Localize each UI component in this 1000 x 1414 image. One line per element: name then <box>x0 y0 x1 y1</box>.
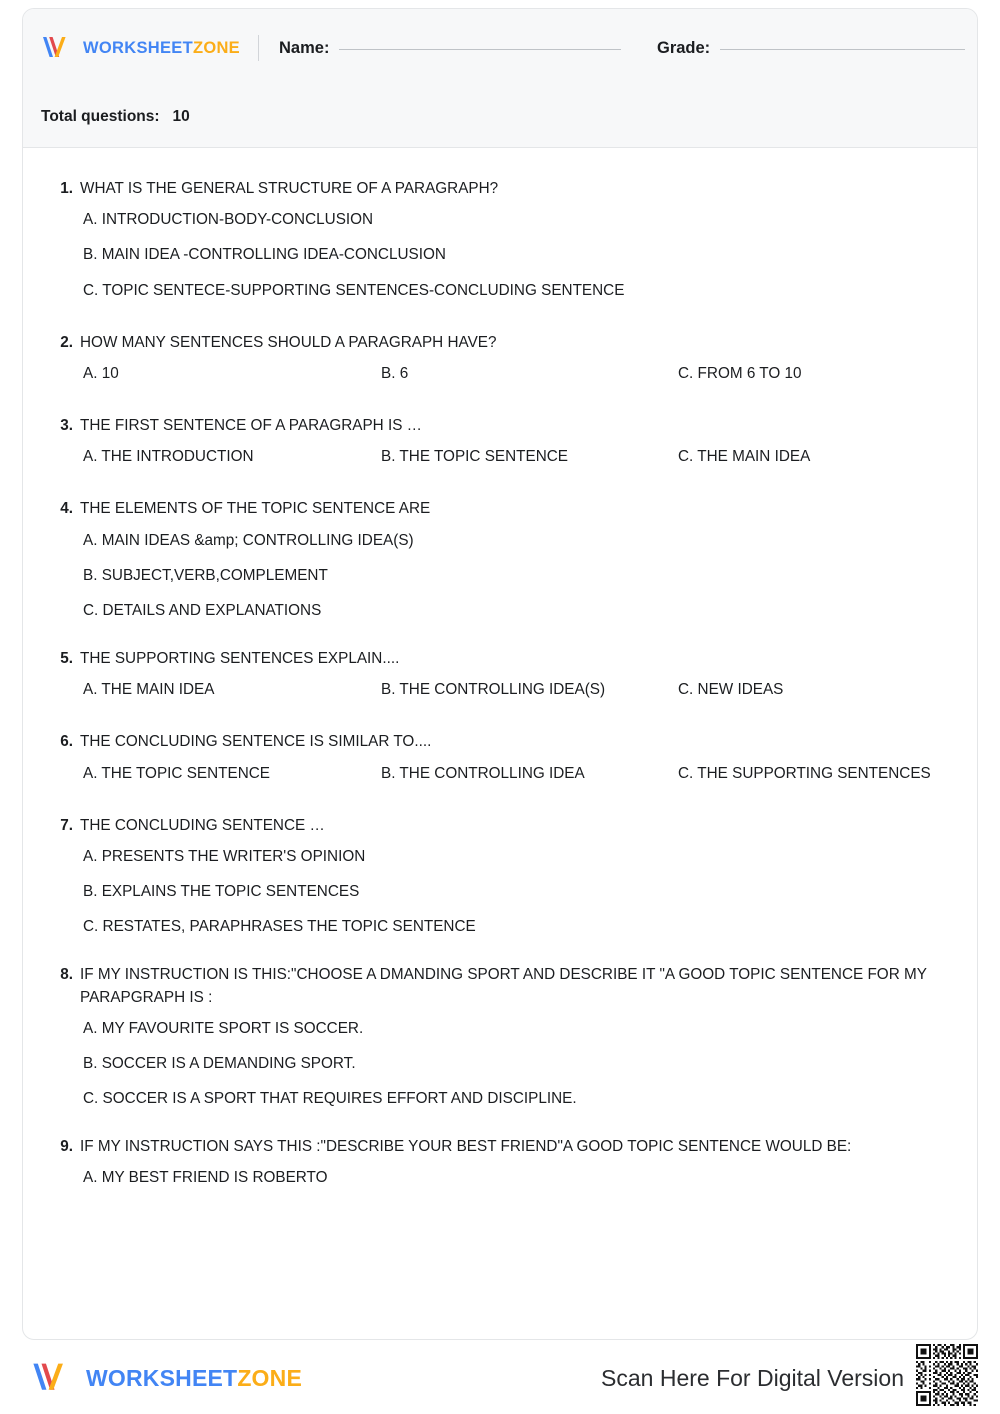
answer-option[interactable]: A. MAIN IDEAS &amp; CONTROLLING IDEA(S) <box>83 531 414 549</box>
answer-options <box>49 846 951 939</box>
brand-logo-text <box>83 39 240 58</box>
answer-option[interactable]: A. PRESENTS THE WRITER'S OPINION <box>83 847 366 865</box>
question-stem <box>49 332 951 354</box>
question-number: 2. <box>60 333 73 351</box>
worksheetzone-w-logo-icon <box>41 35 75 61</box>
question-number: 6. <box>60 733 73 751</box>
answer-options <box>49 209 951 302</box>
answer-options <box>83 679 951 701</box>
question-number: 8. <box>60 966 73 984</box>
answer-option[interactable]: C. SOCCER IS A SPORT THAT REQUIRES EFFORT AND DISCIPLINE. <box>83 1090 577 1108</box>
answer-option[interactable]: B. THE TOPIC SENTENCE <box>381 448 569 466</box>
question-stem <box>49 1136 951 1158</box>
answer-option[interactable]: C. DETAILS AND EXPLANATIONS <box>83 601 322 619</box>
question-text: IF MY INSTRUCTION SAYS THIS :"DESCRIBE YOUR BEST FRIEND"A GOOD TOPIC SENTENCE WOULD BE: <box>80 1138 852 1156</box>
brand-logo <box>41 35 240 61</box>
answer-option[interactable]: B. THE CONTROLLING IDEA(S) <box>381 681 606 699</box>
answer-option[interactable]: B. MAIN IDEA -CONTROLLING IDEA-CONCLUSION <box>83 246 446 264</box>
question-item <box>49 178 951 302</box>
name-input-line[interactable] <box>339 49 621 50</box>
answer-option[interactable]: C. RESTATES, PARAPHRASES THE TOPIC SENTENCE <box>83 918 476 936</box>
question-text: THE SUPPORTING SENTENCES EXPLAIN.... <box>80 650 400 668</box>
questions-list <box>23 148 977 1190</box>
answer-option[interactable]: A. MY FAVOURITE SPORT IS SOCCER. <box>83 1019 364 1037</box>
answer-option[interactable]: B. SOCCER IS A DEMANDING SPORT. <box>83 1054 356 1072</box>
brand-name-part2: ZONE <box>192 38 240 57</box>
question-item <box>49 415 951 468</box>
header-meta-row <box>23 87 977 147</box>
question-text: HOW MANY SENTENCES SHOULD A PARAGRAPH HAVE? <box>80 333 497 351</box>
answer-option[interactable]: B. EXPLAINS THE TOPIC SENTENCES <box>83 883 360 901</box>
question-stem <box>49 648 951 670</box>
scan-prompt-text: Scan Here For Digital Version <box>601 1364 904 1391</box>
answer-options <box>49 530 951 623</box>
question-stem <box>49 964 951 1008</box>
footer-brand-name-part2: ZONE <box>237 1364 303 1391</box>
total-questions-label: Total questions: 10 <box>41 108 190 125</box>
question-item <box>49 648 951 701</box>
answer-option[interactable]: B. THE CONTROLLING IDEA <box>381 764 585 782</box>
answer-option[interactable]: B. SUBJECT,VERB,COMPLEMENT <box>83 566 328 584</box>
question-stem <box>49 415 951 437</box>
answer-option[interactable]: A. THE MAIN IDEA <box>83 681 215 699</box>
answer-option[interactable]: A. MY BEST FRIEND IS ROBERTO <box>83 1169 328 1187</box>
worksheet-footer <box>22 1349 978 1407</box>
question-text: IF MY INSTRUCTION IS THIS:"CHOOSE A DMANDING SPORT AND DESCRIBE IT "A GOOD TOPIC SENTENCE FOR MY PARAPGRAPH IS : <box>80 966 927 1006</box>
footer-brand-logo-text <box>86 1365 302 1392</box>
question-number: 1. <box>60 180 73 197</box>
question-text: WHAT IS THE GENERAL STRUCTURE OF A PARAGRAPH? <box>80 180 499 197</box>
question-stem <box>49 815 951 837</box>
name-field[interactable] <box>279 39 621 58</box>
question-number: 4. <box>60 500 73 518</box>
worksheetzone-w-logo-icon <box>30 1361 76 1395</box>
question-text: THE FIRST SENTENCE OF A PARAGRAPH IS … <box>80 417 422 435</box>
brand-name-part1: WORKSHEET <box>83 38 193 57</box>
question-stem <box>49 178 951 200</box>
footer-brand-name-part1: WORKSHEET <box>86 1364 238 1391</box>
answer-option[interactable]: A. THE TOPIC SENTENCE <box>83 764 271 782</box>
worksheet-card <box>22 8 978 1340</box>
worksheet-header <box>23 9 977 148</box>
answer-option[interactable]: A. THE INTRODUCTION <box>83 448 254 466</box>
question-stem <box>49 731 951 753</box>
answer-options <box>49 1018 951 1111</box>
question-text: THE ELEMENTS OF THE TOPIC SENTENCE ARE <box>80 500 431 518</box>
question-item <box>49 731 951 784</box>
answer-option[interactable]: B. 6 <box>381 364 409 382</box>
header-identity-row <box>23 9 977 87</box>
answer-option[interactable]: C. THE SUPPORTING SENTENCES <box>678 764 931 782</box>
answer-option[interactable]: C. THE MAIN IDEA <box>678 448 811 466</box>
answer-option[interactable]: C. NEW IDEAS <box>678 681 784 699</box>
grade-input-line[interactable] <box>720 49 965 50</box>
question-number: 5. <box>60 650 73 668</box>
question-item <box>49 964 951 1110</box>
question-text: THE CONCLUDING SENTENCE IS SIMILAR TO.... <box>80 733 432 751</box>
answer-option[interactable]: A. INTRODUCTION-BODY-CONCLUSION <box>83 211 374 229</box>
answer-option[interactable]: C. FROM 6 TO 10 <box>678 364 802 382</box>
question-item <box>49 332 951 385</box>
question-item <box>49 498 951 622</box>
grade-field[interactable] <box>657 39 965 58</box>
question-number: 7. <box>60 816 73 834</box>
question-number: 3. <box>60 417 73 435</box>
answer-options <box>83 763 951 785</box>
question-number: 9. <box>60 1138 73 1156</box>
question-item <box>49 815 951 939</box>
answer-options <box>49 1167 951 1189</box>
question-stem <box>49 498 951 520</box>
header-divider <box>258 35 259 61</box>
answer-options <box>83 446 951 468</box>
question-text: THE CONCLUDING SENTENCE … <box>80 816 325 834</box>
answer-option[interactable]: A. 10 <box>83 364 119 382</box>
name-label: Name: <box>279 38 330 57</box>
answer-options <box>83 363 951 385</box>
grade-label: Grade: <box>657 38 711 57</box>
qr-code-icon[interactable] <box>916 1344 978 1406</box>
footer-brand-logo <box>30 1361 302 1395</box>
answer-option[interactable]: C. TOPIC SENTECE-SUPPORTING SENTENCES-CONCLUDING SENTENCE <box>83 281 625 299</box>
question-item <box>49 1136 951 1189</box>
